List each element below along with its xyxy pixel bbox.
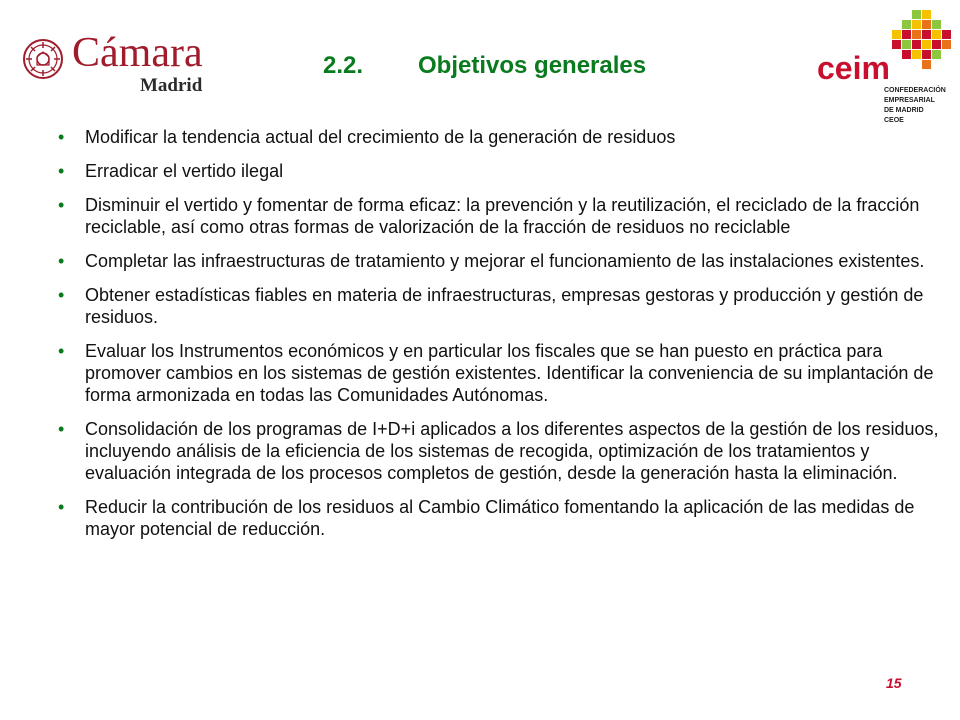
camara-madrid-logo — [22, 30, 212, 100]
bullet-marker: • — [58, 161, 65, 181]
list-item-text: Evaluar los Instrumentos económicos y en particular los fiscales que se han puesto en práctica para promover cambios en los sistemas de gestión existentes. Identificar la conveniencia de su implantación de forma armonizada en todas las Comunidades Autónomas. — [85, 341, 934, 405]
bullet-marker: • — [58, 195, 65, 215]
ceim-caption-line: CONFEDERACIÓN — [884, 87, 946, 94]
list-item — [58, 418, 958, 484]
page-title — [323, 50, 646, 82]
ceim-caption-line: DE MADRID — [884, 107, 924, 114]
list-item-text: Obtener estadísticas fiables en materia de infraestructuras, empresas gestoras y producción y gestión de residuos. — [85, 285, 924, 327]
list-item-text: Reducir la contribución de los residuos al Cambio Climático fomentando la aplicación de las medidas de mayor potencial de reducción. — [85, 497, 915, 539]
list-item — [58, 160, 958, 182]
camara-logo-subtitle: Madrid — [140, 75, 203, 96]
ceim-caption-line: EMPRESARIAL — [884, 97, 935, 104]
page-number: 15 — [886, 675, 902, 691]
camara-logo-wordmark: Cámara — [72, 30, 203, 76]
list-item-text: Consolidación de los programas de I+D+i aplicados a los diferentes aspectos de la gestión de los residuos, incluyendo análisis de la eficiencia de los sistemas de recogida, optimización de los tratamientos y evaluación integrada de los procesos completos de gestión, desde la generación hasta la eliminación. — [85, 419, 939, 483]
bullet-marker: • — [58, 127, 65, 147]
list-item-text: Completar las infraestructuras de tratamiento y mejorar el funcionamiento de las instalaciones existentes. — [85, 251, 925, 271]
list-item — [58, 126, 958, 148]
list-item — [58, 250, 958, 272]
list-item-text: Disminuir el vertido y fomentar de forma eficaz: la prevención y la reutilización, el reciclado de la fracción reciclable, así como otras formas de valorización de la fracción de residuos no reciclable — [85, 195, 920, 237]
ceim-caption-line: CEOE — [884, 117, 904, 124]
list-item — [58, 340, 958, 406]
bullet-marker: • — [58, 251, 65, 271]
list-item-text: Erradicar el vertido ilegal — [85, 161, 284, 181]
section-number: 2.2. — [323, 52, 364, 79]
bullet-marker: • — [58, 419, 65, 439]
ceim-logo — [812, 8, 960, 130]
bullet-marker: • — [58, 341, 65, 361]
list-item — [58, 284, 958, 328]
bullet-marker: • — [58, 285, 65, 305]
list-item-text: Modificar la tendencia actual del crecimiento de la generación de residuos — [85, 127, 676, 147]
bullet-marker: • — [58, 497, 65, 517]
ceim-logo-caption — [884, 86, 960, 126]
list-item — [58, 496, 958, 540]
list-item — [58, 194, 958, 238]
section-title: Objetivos generales — [418, 52, 647, 79]
objectives-list — [58, 126, 958, 552]
ceim-logo-wordmark: ceim — [817, 50, 890, 86]
camara-seal-icon — [22, 38, 64, 80]
ceim-mosaic-icon — [884, 8, 956, 78]
